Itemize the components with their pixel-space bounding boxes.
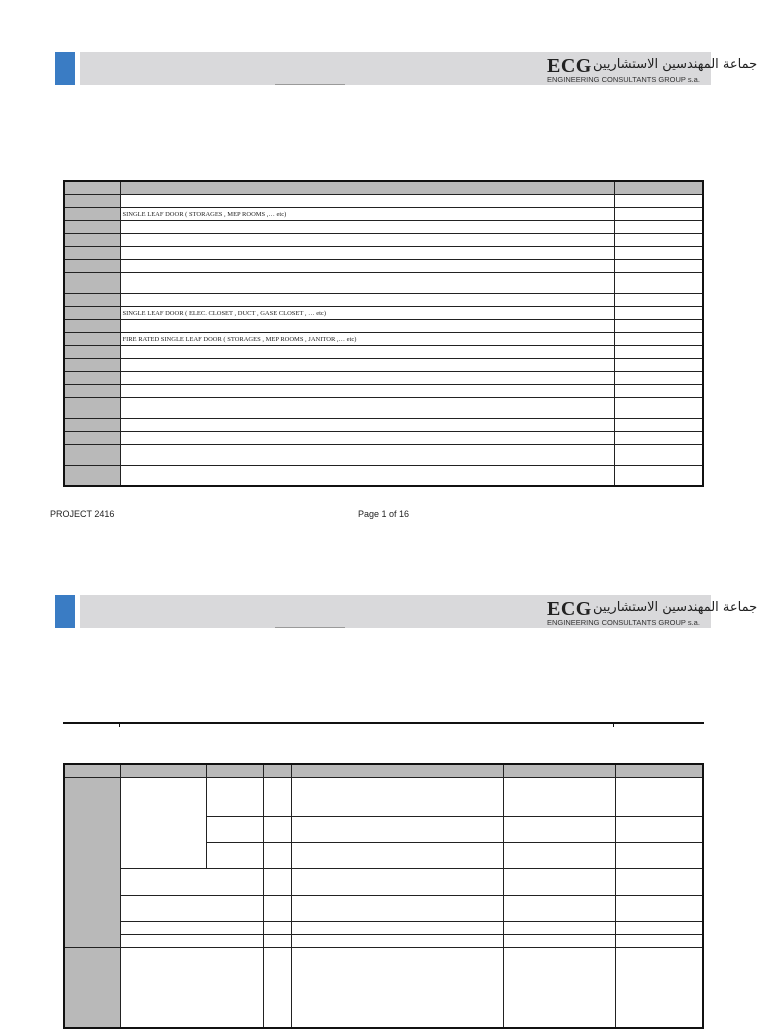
table-cell <box>64 948 120 1028</box>
table-cell <box>120 234 614 247</box>
table-cell <box>614 234 703 247</box>
table-cell <box>120 869 263 896</box>
table-cell <box>615 935 703 948</box>
table-cell <box>120 948 263 1028</box>
table-cell <box>615 817 703 843</box>
table-cell <box>614 273 703 294</box>
table-cell <box>614 333 703 346</box>
table-row <box>64 247 703 260</box>
table-row <box>64 432 703 445</box>
table-cell <box>120 320 614 333</box>
table-row <box>64 359 703 372</box>
table-cell <box>291 764 503 778</box>
table-row <box>64 935 703 948</box>
table-row <box>64 445 703 466</box>
table-cell <box>64 385 120 398</box>
table-row <box>64 333 703 346</box>
table-cell <box>263 764 291 778</box>
table-cell <box>503 948 615 1028</box>
table-cell <box>120 359 614 372</box>
table-cell <box>64 445 120 466</box>
table-cell <box>614 419 703 432</box>
table-cell <box>64 346 120 359</box>
table-cell <box>120 372 614 385</box>
table-row <box>64 234 703 247</box>
table-cell <box>503 843 615 869</box>
table-cell <box>64 273 120 294</box>
table-cell <box>615 778 703 817</box>
table-cell <box>614 346 703 359</box>
footer-project: PROJECT 2416 <box>50 509 115 519</box>
table-cell <box>120 273 614 294</box>
table-cell <box>206 843 263 869</box>
table-cell <box>291 896 503 922</box>
table-cell <box>120 935 263 948</box>
table-cell <box>120 247 614 260</box>
table-cell <box>291 935 503 948</box>
table-cell <box>263 896 291 922</box>
header-accent-block <box>55 52 75 85</box>
table-cell <box>64 221 120 234</box>
table-cell <box>263 843 291 869</box>
table-cell <box>64 359 120 372</box>
table-cell <box>614 221 703 234</box>
table-cell <box>503 764 615 778</box>
table-row <box>64 778 703 817</box>
table-cell <box>615 843 703 869</box>
table-row <box>64 896 703 922</box>
table-cell <box>614 294 703 307</box>
table-cell <box>120 466 614 486</box>
table-cell <box>263 935 291 948</box>
table-cell <box>64 320 120 333</box>
table-cell <box>64 294 120 307</box>
table-cell <box>503 817 615 843</box>
header-cell <box>64 181 120 195</box>
table-cell <box>291 922 503 935</box>
table-cell <box>64 398 120 419</box>
table-cell <box>263 778 291 817</box>
table-cell <box>291 869 503 896</box>
table-cell <box>206 778 263 817</box>
table-row <box>64 419 703 432</box>
table-cell <box>120 419 614 432</box>
table-cell <box>120 896 263 922</box>
table-row <box>64 372 703 385</box>
table-cell <box>614 320 703 333</box>
table-row <box>64 195 703 208</box>
page-header-2 <box>55 595 758 628</box>
table-row <box>64 307 703 320</box>
table-cell <box>291 843 503 869</box>
table-cell <box>291 817 503 843</box>
table-cell <box>64 260 120 273</box>
table-row <box>64 273 703 294</box>
header-underline <box>275 84 345 85</box>
table-cell <box>503 896 615 922</box>
table-row <box>64 466 703 486</box>
table-cell: FIRE RATED SINGLE LEAF DOOR ( STORAGES , MEP ROOMS , JANITOR ,… etc) <box>120 333 614 346</box>
table-cell <box>120 385 614 398</box>
table-cell <box>614 372 703 385</box>
header-cell <box>614 181 703 195</box>
table-row <box>64 398 703 419</box>
table-cell <box>614 385 703 398</box>
side-label-cell <box>64 778 120 948</box>
table-cell <box>614 432 703 445</box>
table-cell <box>64 466 120 486</box>
table-cell <box>614 247 703 260</box>
table-cell <box>64 419 120 432</box>
table-cell <box>615 922 703 935</box>
section-rule <box>63 722 704 724</box>
table-row <box>64 948 703 1028</box>
table-cell <box>503 935 615 948</box>
table-row <box>64 869 703 896</box>
table-row <box>64 346 703 359</box>
table-cell <box>615 896 703 922</box>
table-cell <box>120 398 614 419</box>
table-row <box>64 922 703 935</box>
table-cell <box>503 869 615 896</box>
table-cell <box>120 922 263 935</box>
ecg-logo <box>547 55 758 85</box>
table-cell <box>120 778 206 869</box>
table-cell <box>64 372 120 385</box>
ecg-logo <box>547 598 758 628</box>
table-cell <box>120 432 614 445</box>
table-cell <box>120 260 614 273</box>
logo-subtitle: ENGINEERING CONSULTANTS GROUP s.a. <box>547 618 700 627</box>
table-cell <box>120 445 614 466</box>
table-cell <box>64 307 120 320</box>
rule-tick <box>119 724 120 727</box>
header-accent-block <box>55 595 75 628</box>
table-row <box>64 208 703 221</box>
table-cell <box>64 195 120 208</box>
table-cell <box>614 307 703 320</box>
table-cell <box>120 195 614 208</box>
table-header-row <box>64 181 703 195</box>
table-cell <box>64 764 120 778</box>
footer-page-number: Page 1 of 16 <box>358 509 410 519</box>
header-underline <box>275 627 345 628</box>
table-cell <box>64 234 120 247</box>
header-cell <box>120 181 614 195</box>
table-cell: SINGLE LEAF DOOR ( STORAGES , MEP ROOMS ,… etc) <box>120 208 614 221</box>
door-schedule-table <box>63 180 704 487</box>
table-cell: SINGLE LEAF DOOR ( ELEC. CLOSET , DUCT , GASE CLOSET , … etc) <box>120 307 614 320</box>
table-header-row <box>64 764 703 778</box>
table-cell <box>614 445 703 466</box>
table-cell <box>64 247 120 260</box>
door-spec-table <box>63 763 704 1029</box>
table-cell <box>614 208 703 221</box>
table-cell <box>120 764 206 778</box>
table-cell <box>503 778 615 817</box>
table-row <box>64 294 703 307</box>
table-row <box>64 320 703 333</box>
table-cell <box>206 817 263 843</box>
logo-subtitle: ENGINEERING CONSULTANTS GROUP s.a. <box>547 75 700 84</box>
table-cell <box>263 948 291 1028</box>
table-cell <box>263 869 291 896</box>
table-cell <box>120 294 614 307</box>
table-cell <box>263 817 291 843</box>
table-cell <box>120 221 614 234</box>
logo-arabic-text: جماعة المهندسين الاستشاريين <box>593 600 758 615</box>
header-divider <box>75 595 80 628</box>
table-cell <box>614 260 703 273</box>
table-cell <box>503 922 615 935</box>
table-cell <box>263 922 291 935</box>
table-row <box>64 221 703 234</box>
logo-ecg-text: ECG <box>547 55 592 77</box>
table-cell <box>614 195 703 208</box>
logo-arabic-text: جماعة المهندسين الاستشاريين <box>593 57 758 72</box>
table-row <box>64 260 703 273</box>
table-row <box>64 385 703 398</box>
table-cell <box>206 764 263 778</box>
rule-tick <box>613 724 614 727</box>
table-cell <box>614 466 703 486</box>
table-cell <box>615 948 703 1028</box>
table-cell <box>64 432 120 445</box>
table-cell <box>615 869 703 896</box>
table-cell <box>291 778 503 817</box>
table-cell <box>614 359 703 372</box>
table-cell <box>120 346 614 359</box>
table-cell <box>64 208 120 221</box>
table-cell <box>291 948 503 1028</box>
table-cell <box>64 333 120 346</box>
page-header <box>55 52 758 85</box>
logo-ecg-text: ECG <box>547 598 592 620</box>
table-cell <box>615 764 703 778</box>
table-cell <box>614 398 703 419</box>
header-divider <box>75 52 80 85</box>
